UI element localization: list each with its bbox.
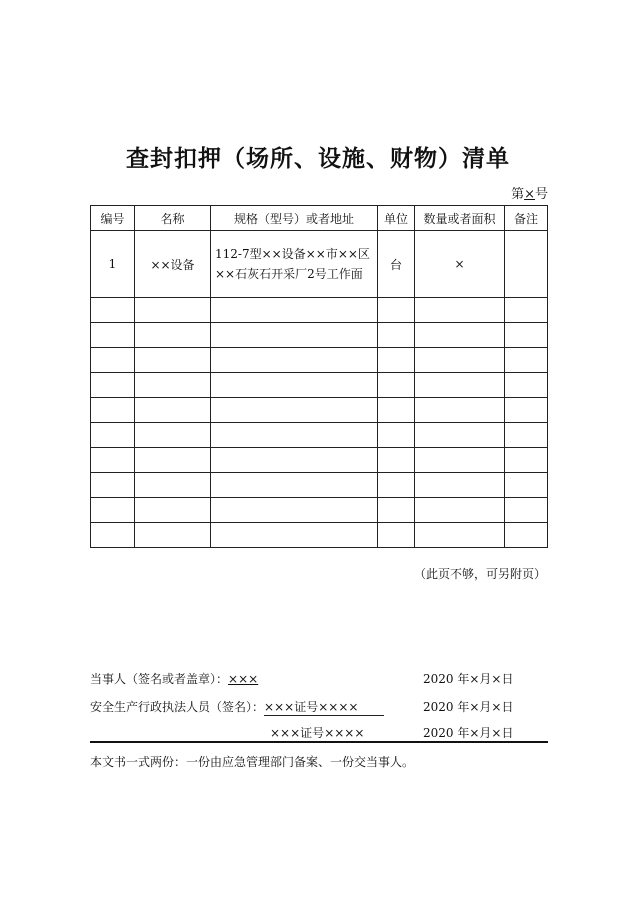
- footer-divider: [90, 741, 548, 743]
- officer-signature-line: [90, 698, 384, 716]
- footer-note: 本文书一式两份：一份由应急管理部门备案、一份交当事人。: [90, 755, 415, 769]
- officer2-date: 2020 年×月×日: [423, 726, 514, 740]
- header-quantity: 数量或者面积: [415, 206, 505, 231]
- party-signature-line: [90, 670, 258, 687]
- table-row: [91, 398, 548, 423]
- cell-remark: [505, 231, 548, 298]
- officer1-date: 2020 年×月×日: [423, 700, 514, 714]
- party-signature-date: 2020 年×月×日: [423, 672, 514, 686]
- table-row: [91, 423, 548, 448]
- cell-spec: 112-7型××设备××市××区××石灰石开采厂2号工作面: [211, 231, 378, 298]
- officer2-cert-label: 证号: [300, 726, 325, 740]
- cell-number: 1: [91, 231, 135, 298]
- header-unit: 单位: [378, 206, 415, 231]
- officer1-signature-box: [264, 698, 384, 716]
- officer2-signature-box: [270, 724, 390, 742]
- table-row: [91, 298, 548, 323]
- header-remark: 备注: [505, 206, 548, 231]
- officer1-cert-label: 证号: [294, 700, 319, 714]
- table-row: [91, 498, 548, 523]
- document-number: [511, 183, 548, 202]
- cell-unit: 台: [378, 231, 415, 298]
- table-row: [91, 373, 548, 398]
- officer2-name: ×××: [270, 726, 301, 740]
- header-name: 名称: [135, 206, 211, 231]
- table-row: [91, 231, 548, 298]
- doc-number-suffix: 号: [534, 187, 548, 202]
- doc-number-value: ×: [524, 187, 535, 202]
- doc-number-prefix: 第: [511, 187, 525, 202]
- table-row: [91, 523, 548, 548]
- header-spec: 规格（型号）或者地址: [211, 206, 378, 231]
- table-row: [91, 348, 548, 373]
- table-row: [91, 448, 548, 473]
- officer1-name: ×××: [264, 700, 295, 714]
- additional-pages-note: （此页不够，可另附页）: [413, 567, 546, 581]
- officer2-signature-line: [270, 724, 390, 742]
- document-title: 查封扣押（场所、设施、财物）清单: [126, 146, 510, 172]
- table-header-row: [91, 206, 548, 231]
- officer2-cert: ××××: [324, 726, 365, 740]
- cell-quantity: ×: [415, 231, 505, 298]
- seizure-list-table: [90, 205, 548, 548]
- table-row: [91, 323, 548, 348]
- party-signature-label: 当事人（签名或者盖章）：: [90, 672, 229, 686]
- table-row: [91, 473, 548, 498]
- officer1-cert: ××××: [318, 700, 359, 714]
- party-signature-value: ×××: [228, 672, 259, 686]
- header-number: 编号: [91, 206, 135, 231]
- officer-signature-label: 安全生产行政执法人员（签名）：: [90, 700, 265, 714]
- cell-name: ××设备: [135, 231, 211, 298]
